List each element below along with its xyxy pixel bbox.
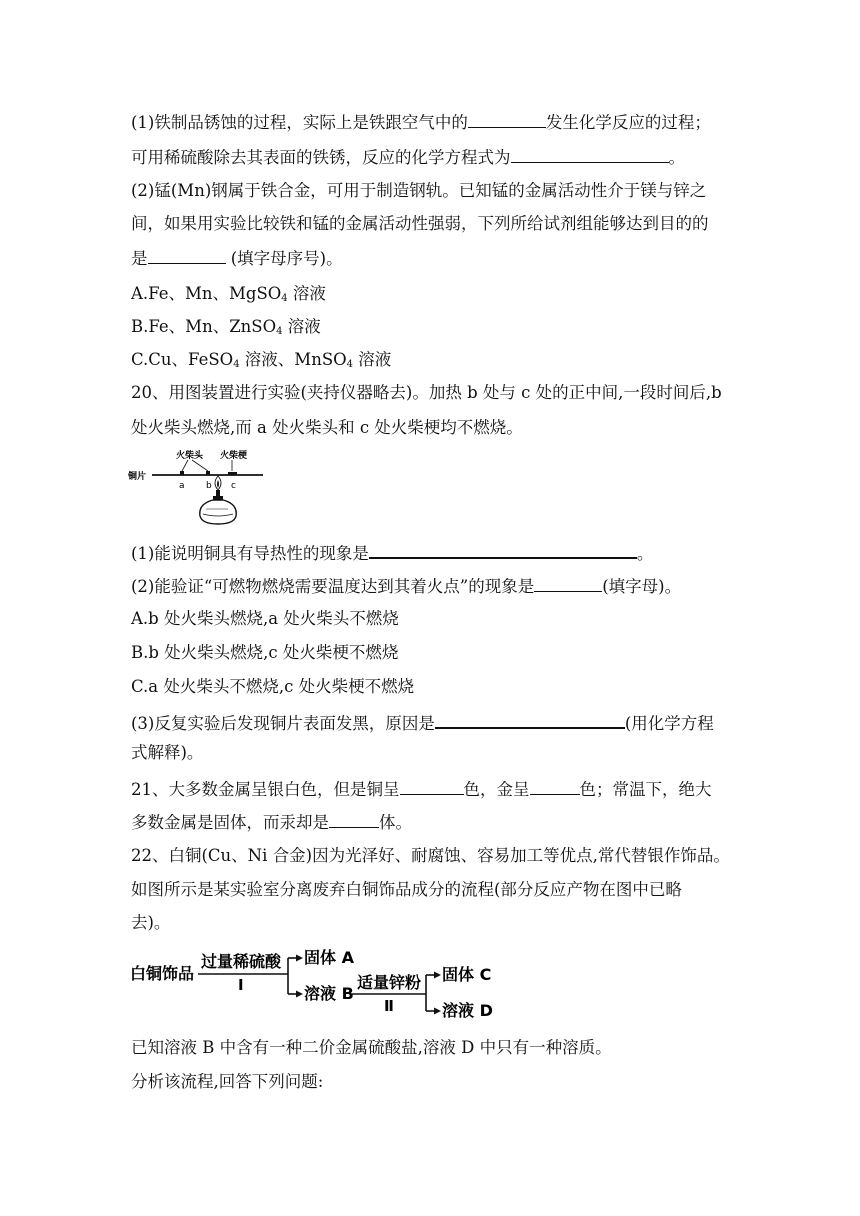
q20-option-c: C.a 处火柴头不燃烧,c 处火柴梗不燃烧 <box>131 677 415 696</box>
q22-instruction: 分析该流程,回答下列问题: <box>131 1072 324 1091</box>
flow-step1-reagent: 过量稀硫酸 <box>201 952 282 971</box>
q20-stem-line1: 20、用图装置进行实验(夹持仪器略去)。加热 b 处与 c 处的正中间,一段时间后,b <box>131 383 722 402</box>
answer-blank[interactable] <box>530 777 580 795</box>
q20-part2: (2)能验证“可燃物燃烧需要温度达到其着火点”的现象是 (填字母)。 <box>131 574 681 598</box>
svg-text:b: b <box>206 481 212 491</box>
match-head-b <box>206 471 210 475</box>
answer-blank[interactable] <box>534 574 602 592</box>
svg-text:c: c <box>231 481 236 491</box>
flow-solid-a: 固体 A <box>304 948 354 967</box>
match-stick-c <box>228 472 237 475</box>
label-match-stick: 火柴梗 <box>220 451 248 461</box>
q21-line2: 多数金属是固体，而汞却是 体。 <box>131 810 412 834</box>
flow-solid-c: 固体 C <box>442 965 492 984</box>
q22-stem-line2: 如图所示是某实验室分离废弃白铜饰品成分的流程(部分反应产物在图中已略 <box>131 880 682 899</box>
flow-step2-number: Ⅱ <box>384 997 394 1015</box>
q19-option-b: B.Fe、Mn、ZnSO$_4$ 溶液 <box>131 317 321 337</box>
q19-option-a: A.Fe、Mn、MgSO$_4$ 溶液 <box>131 284 326 304</box>
q19-part1-line2: 可用稀硫酸除去其表面的铁锈，反应的化学方程式为 。 <box>131 145 685 169</box>
svg-text:a: a <box>179 481 185 491</box>
flow-step2-reagent: 适量锌粉 <box>357 973 422 992</box>
q20-option-a: A.b 处火柴头燃烧,a 处火柴头不燃烧 <box>131 609 399 628</box>
separation-flowchart <box>128 946 508 1026</box>
answer-blank[interactable] <box>511 145 669 163</box>
q20-part1: (1)能说明铜具有导热性的现象是 。 <box>131 540 653 565</box>
q19-part2-line1: (2)锰(Mn)钢属于铁合金，可用于制造钢轨。已知锰的金属活动性介于镁与锌之 <box>131 181 707 200</box>
answer-blank[interactable] <box>329 810 379 828</box>
match-head-a <box>180 471 184 475</box>
answer-blank[interactable] <box>369 540 637 559</box>
q20-stem-line2: 处火柴头燃烧,而 a 处火柴头和 c 处火柴梗均不燃烧。 <box>131 418 523 437</box>
q20-part3-line2: 式解释)。 <box>131 743 204 762</box>
flow-step1-number: Ⅰ <box>238 976 244 994</box>
q19-part2-line3: 是 (填字母序号)。 <box>131 246 343 270</box>
q22-stem-line3: 去)。 <box>131 913 171 932</box>
flow-start: 白铜饰品 <box>130 964 195 983</box>
q22-stem-line1: 22、白铜(Cu、Ni 合金)因为光泽好、耐腐蚀、容易加工等优点,常代替银作饰品。 <box>131 846 730 865</box>
q22-known-info: 已知溶液 B 中含有一种二价金属硫酸盐,溶液 D 中只有一种溶质。 <box>131 1038 612 1057</box>
copper-plate-apparatus-figure <box>128 446 268 528</box>
answer-blank[interactable] <box>400 777 464 795</box>
q19-part2-line2: 间，如果用实验比较铁和锰的金属活动性强弱，下列所给试剂组能够达到目的的 <box>131 214 709 233</box>
flow-solution-d: 溶液 D <box>442 1001 493 1020</box>
flow-solution-b: 溶液 B <box>304 984 354 1003</box>
label-match-head: 火柴头 <box>176 451 204 461</box>
q20-part3-line1: (3)反复实验后发现铜片表面发黑，原因是 (用化学方程 <box>131 710 714 735</box>
q19-option-c: C.Cu、FeSO$_4$ 溶液、MnSO$_4$ 溶液 <box>131 350 392 370</box>
q21-line1: 21、大多数金属呈银白色，但是铜呈 色，金呈 色；常温下，绝大 <box>131 777 712 801</box>
answer-blank[interactable] <box>435 710 625 729</box>
label-copper-plate: 铜片 <box>128 472 147 482</box>
answer-blank[interactable] <box>148 246 226 264</box>
q19-part1-line1: (1)铁制品锈蚀的过程，实际上是铁跟空气中的 发生化学反应的过程； <box>131 110 711 134</box>
answer-blank[interactable] <box>468 110 546 128</box>
q20-option-b: B.b 处火柴头燃烧,c 处火柴梗不燃烧 <box>131 643 399 662</box>
